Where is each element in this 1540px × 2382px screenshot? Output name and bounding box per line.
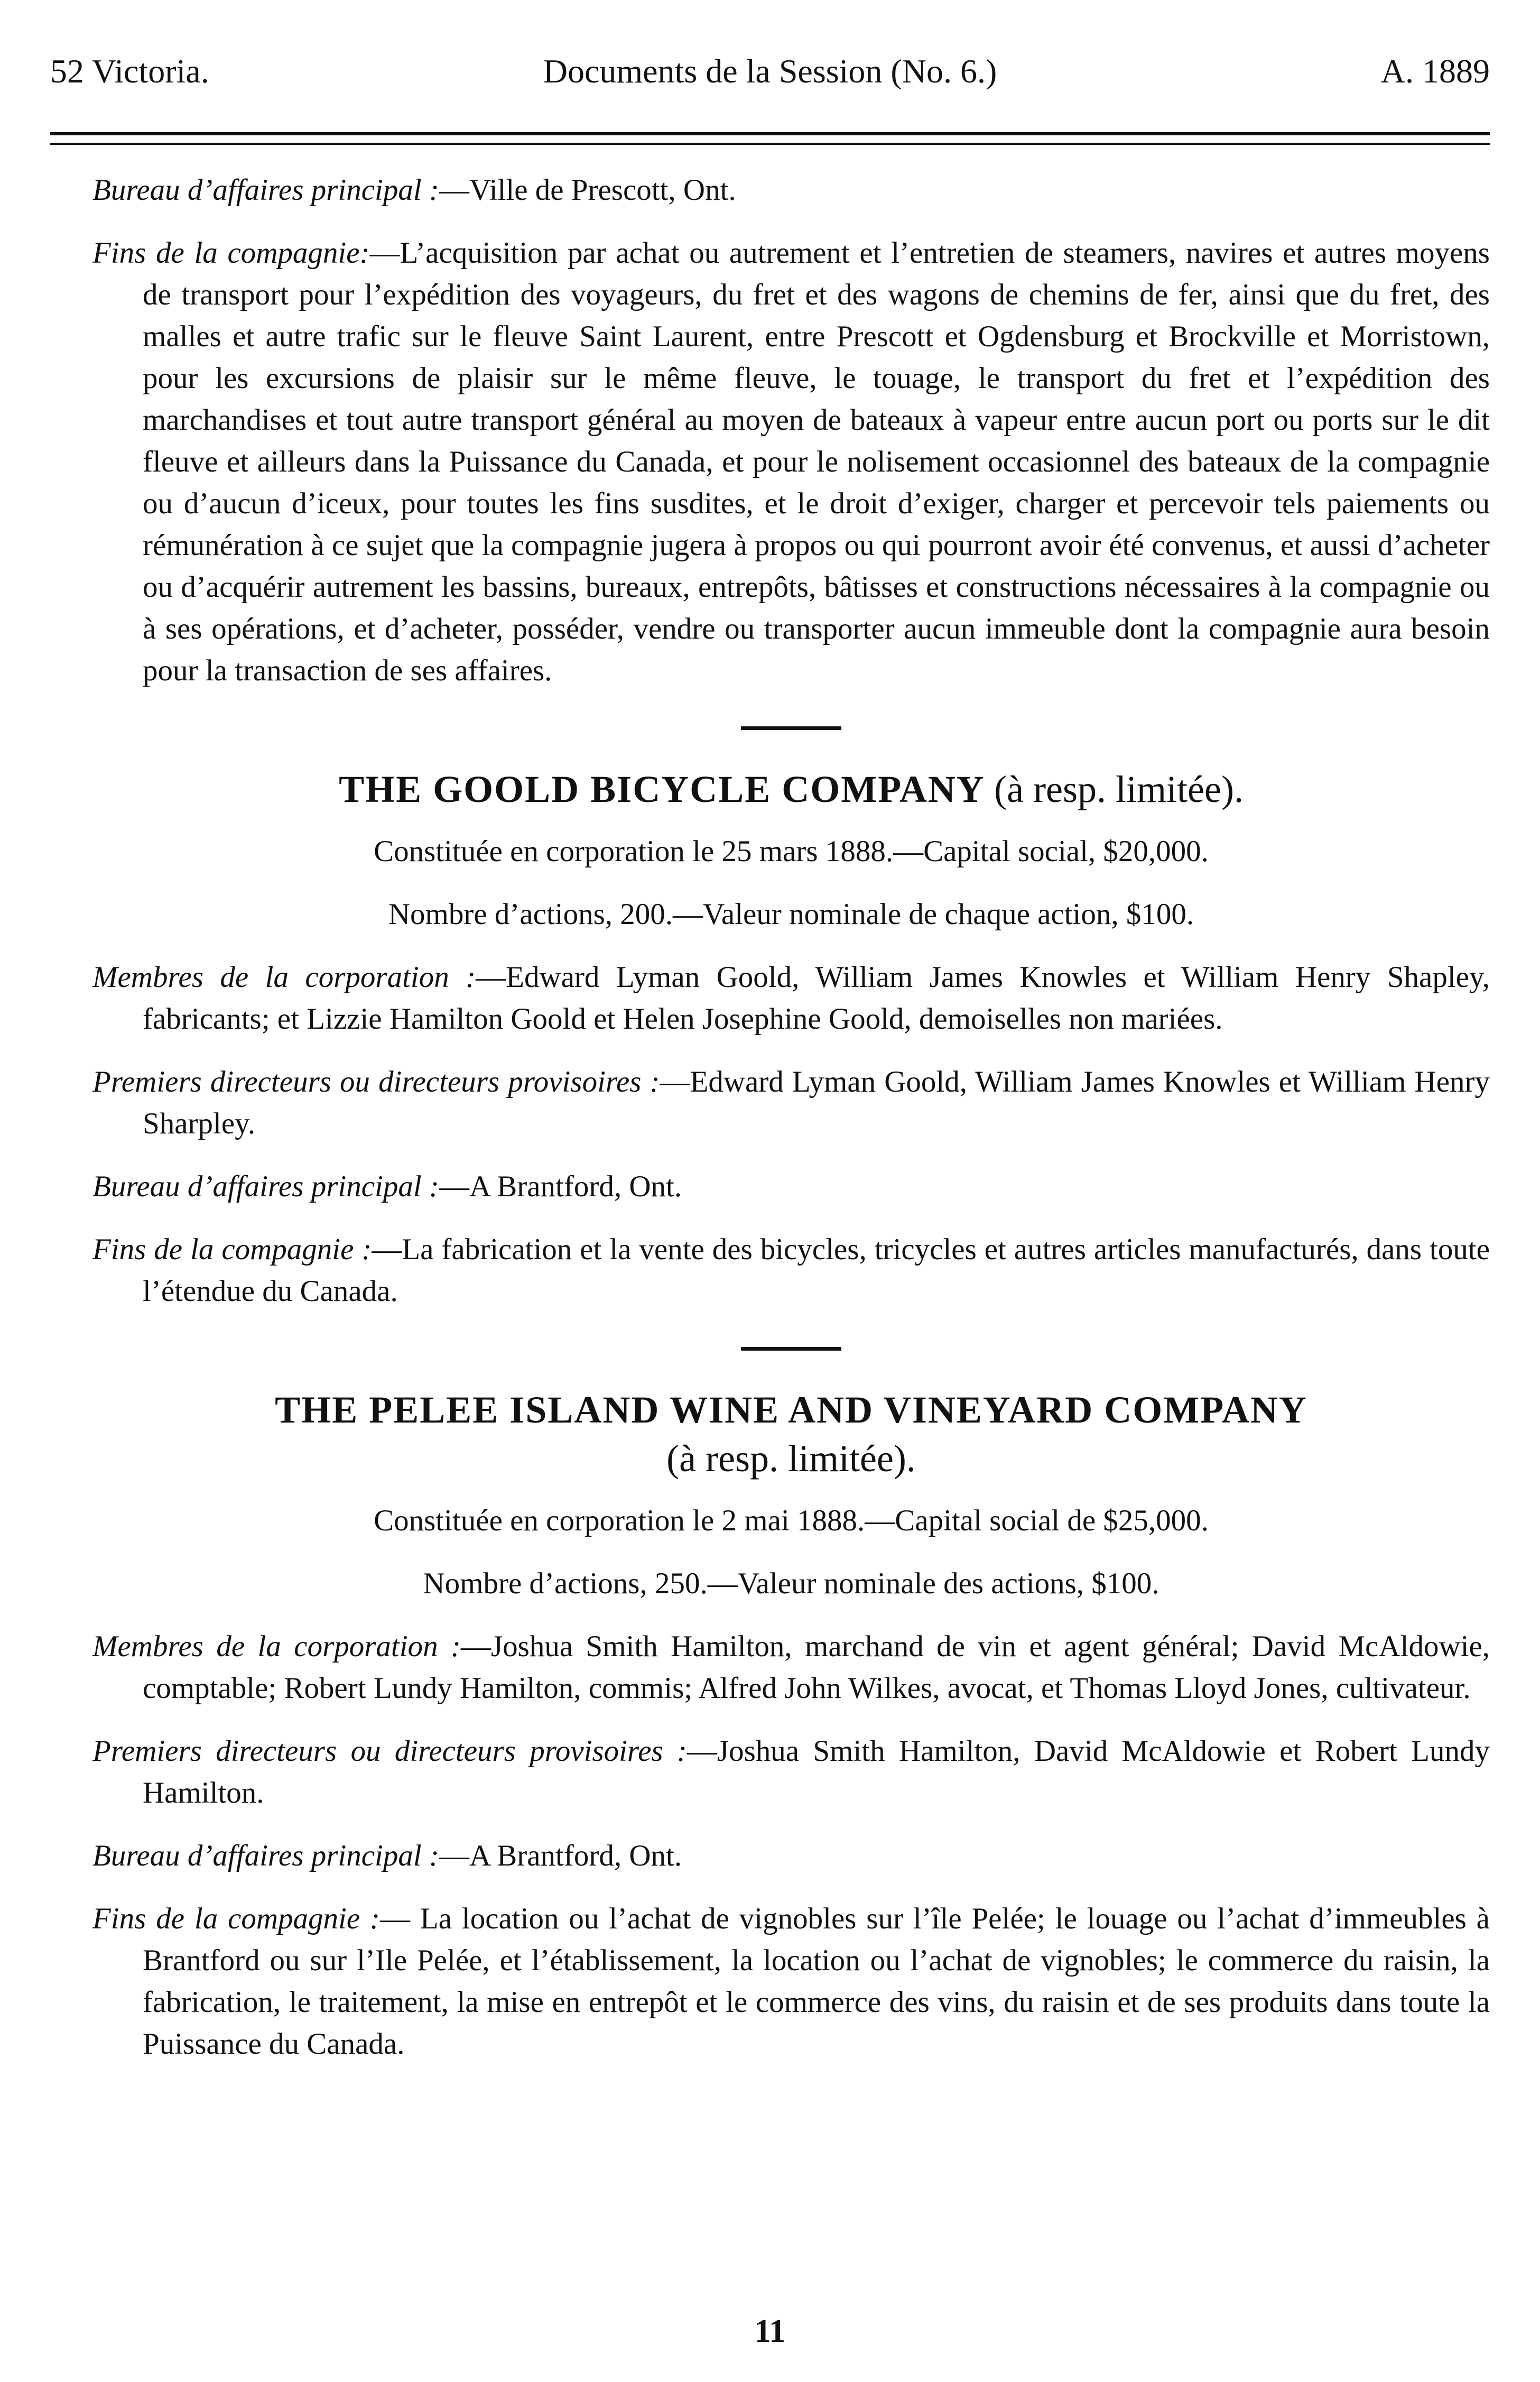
purpose-value: — La location ou l’achat de vignobles sur l’île Pelée; le louage ou l’achat d’immeubles à Brantford ou sur l’Ile Pelée, et l’établissement, la location ou l’achat de vignobles; le commerce du raisin, la fabrication, le traitement, la mise en entrepôt et le commerce des vins, du raisin et de ses produits dans toute la Puissance du Canada. [143, 1902, 1490, 2061]
purpose-entry [92, 232, 1490, 691]
members-value: —Edward Lyman Goold, William James Knowles et William Henry Shapley, fabricants; et Lizzie Hamilton Goold et Helen Josephine Goold, demoiselles non mariées. [143, 961, 1490, 1036]
office-entry [92, 1166, 1490, 1207]
office-value: —Ville de Prescott, Ont. [439, 173, 736, 207]
directors-value: —Joshua Smith Hamilton, David McAldowie et Robert Lundy Hamilton. [143, 1734, 1490, 1809]
section-separator [741, 1347, 841, 1351]
company-section [92, 1386, 1490, 2065]
directors-value: —Edward Lyman Goold, William James Knowles et William Henry Sharpley. [143, 1065, 1490, 1140]
page-number: 11 [754, 2313, 786, 2349]
running-head [50, 50, 1490, 93]
purpose-label: Fins de la compagnie: [92, 236, 370, 270]
office-value: —A Brantford, Ont. [439, 1170, 682, 1203]
members-entry [92, 1626, 1490, 1709]
office-label: Bureau d’affaires principal : [92, 1839, 439, 1872]
members-label: Membres de la corporation : [92, 961, 476, 994]
company-title [92, 765, 1490, 814]
company-section [92, 765, 1490, 1312]
directors-entry [92, 1061, 1490, 1144]
office-label: Bureau d’affaires principal : [92, 173, 439, 207]
shares-line: Nombre d’actions, 200.—Valeur nominale de chaque action, $100. [388, 898, 1194, 931]
office-entry [92, 169, 1490, 211]
incorporation-line: Constituée en corporation le 2 mai 1888.—Capital social de $25,000. [374, 1504, 1209, 1537]
header-rule [50, 132, 1490, 135]
company-suffix: (à resp. limitée). [666, 1437, 916, 1480]
purpose-value: —La fabrication et la vente des bicycles, tricycles et autres articles manufacturés, dans toute l’étendue du Canada. [143, 1233, 1490, 1308]
header-rule-secondary [50, 143, 1490, 145]
incorporation-line: Constituée en corporation le 25 mars 1888.—Capital social, $20,000. [374, 835, 1209, 868]
purpose-entry [92, 1898, 1490, 2065]
company-name: THE PELEE ISLAND WINE AND VINEYARD COMPANY [275, 1389, 1307, 1431]
running-head-center: Documents de la Session (No. 6.) [543, 52, 997, 90]
company-suffix: (à resp. limitée). [994, 768, 1244, 810]
directors-label: Premiers directeurs ou directeurs provisoires : [92, 1065, 660, 1098]
company-name: THE GOOLD BICYCLE COMPANY [339, 768, 984, 810]
office-entry [92, 1835, 1490, 1877]
running-head-left: 52 Victoria. [50, 52, 209, 90]
page-content [92, 169, 1490, 2086]
company-title [92, 1386, 1490, 1483]
running-head-right: A. 1889 [1380, 52, 1490, 90]
directors-label: Premiers directeurs ou directeurs provisoires : [92, 1734, 687, 1768]
directors-entry [92, 1730, 1490, 1814]
continued-entry [92, 169, 1490, 691]
purpose-entry [92, 1229, 1490, 1312]
office-label: Bureau d’affaires principal : [92, 1170, 439, 1203]
members-label: Membres de la corporation : [92, 1630, 461, 1663]
purpose-value: —L’acquisition par achat ou autrement et l’entretien de steamers, navires et autres moyens de transport pour l’expédition des voyageurs, du fret et des wagons de chemins de fer, ainsi que du fret, des malles et autre trafic sur le fleuve Saint Laurent, entre Prescott et Ogdensburg et Brockville et Morristown, pour les excursions de plaisir sur le même fleuve, le touage, le transport du fret et l’expédition des marchandises et tout autre transport général au moyen de bateaux à vapeur entre aucun port ou ports sur le dit fleuve et ailleurs dans la Puissance du Canada, et pour le nolisement occasionnel des bateaux de la compagnie ou d’aucun d’iceux, pour toutes les fins susdites, et le droit d’exiger, charger et percevoir tels paiements ou rémunération à ce sujet que la compagnie jugera à propos ou qui pourront avoir été convenus, et aussi d’acheter ou d’acquérir autrement les bassins, bureaux, entrepôts, bâtisses et constructions nécessaires à la compagnie ou à ses opérations, et d’acheter, posséder, vendre ou transporter aucun immeuble dont la compagnie aura besoin pour la transaction de ses affaires. [143, 236, 1490, 687]
purpose-label: Fins de la compagnie : [92, 1233, 372, 1266]
office-value: —A Brantford, Ont. [439, 1839, 682, 1872]
members-entry [92, 956, 1490, 1040]
members-value: —Joshua Smith Hamilton, marchand de vin et agent général; David McAldowie, comptable; Robert Lundy Hamilton, commis; Alfred John Wilkes, avocat, et Thomas Lloyd Jones, cultivateur. [143, 1630, 1490, 1705]
purpose-label: Fins de la compagnie : [92, 1902, 381, 1935]
shares-line: Nombre d’actions, 250.—Valeur nominale des actions, $100. [423, 1567, 1159, 1600]
section-separator [741, 726, 841, 730]
